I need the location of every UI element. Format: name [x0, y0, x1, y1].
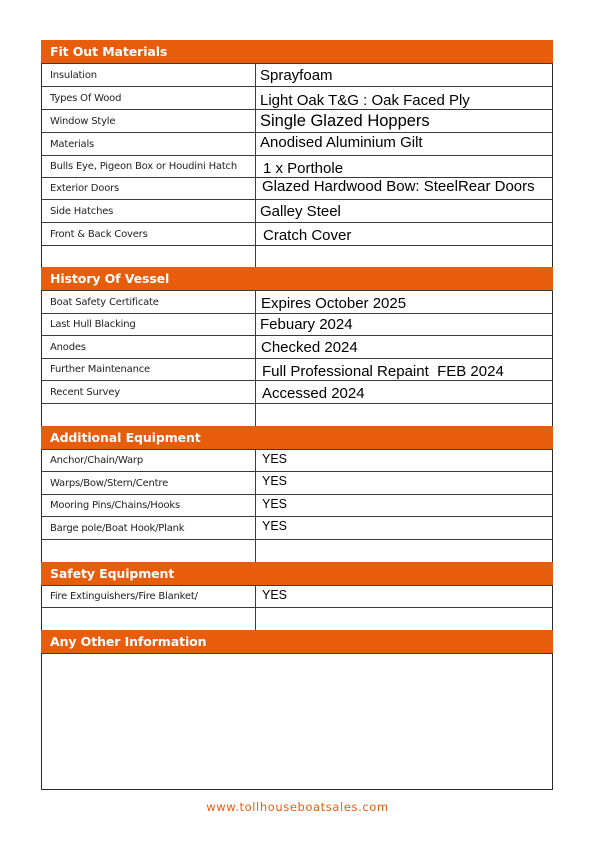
other-info-area — [41, 653, 553, 790]
table-row — [41, 585, 553, 607]
empty-row — [41, 245, 553, 267]
row-value: Checked 2024 — [261, 338, 358, 356]
row-label: Mooring Pins/Chains/Hooks — [50, 500, 181, 511]
column-divider — [255, 87, 256, 109]
row-value: Cratch Cover — [263, 227, 352, 244]
column-divider — [255, 200, 256, 222]
row-value: Full Professional Repaint FEB 2024 — [262, 362, 504, 380]
row-value: Anodised Aluminium Gilt — [260, 133, 423, 151]
row-label: Recent Survey — [50, 386, 120, 398]
table-row — [41, 132, 553, 155]
table-row — [41, 86, 553, 109]
table-row — [41, 222, 553, 245]
column-divider — [255, 450, 256, 471]
column-divider — [255, 156, 256, 177]
column-divider — [255, 64, 256, 86]
table-row — [41, 290, 553, 313]
empty-row — [41, 607, 553, 630]
table-row — [41, 177, 553, 199]
row-value: YES — [262, 588, 288, 602]
column-divider — [255, 314, 256, 335]
column-divider — [255, 495, 256, 516]
column-divider — [255, 291, 256, 313]
column-divider — [255, 540, 256, 562]
row-label: Types Of Wood — [50, 92, 122, 104]
column-divider — [255, 133, 256, 155]
table-row — [41, 335, 553, 358]
row-value: Sprayfoam — [260, 66, 333, 84]
column-divider — [255, 178, 256, 199]
row-value: 1 x Porthole — [263, 160, 344, 177]
row-label: Side Hatches — [50, 205, 114, 217]
table-row — [41, 494, 553, 516]
row-value: YES — [262, 452, 288, 466]
column-divider — [255, 110, 256, 132]
row-value: Galley Steel — [260, 202, 341, 220]
section-header-additional: Additional Equipment — [41, 426, 553, 449]
row-label: Fire Extinguishers/Fire Blanket/ — [50, 591, 198, 602]
table-row — [41, 155, 553, 177]
table-row — [41, 516, 553, 539]
row-value: Light Oak T&G : Oak Faced Ply — [260, 92, 470, 109]
column-divider — [255, 472, 256, 494]
table-row — [41, 63, 553, 86]
empty-row — [41, 403, 553, 426]
row-label: Barge pole/Boat Hook/Plank — [50, 522, 185, 534]
website-footer: www.tollhouseboatsales.com — [206, 800, 389, 814]
row-value: Accessed 2024 — [262, 384, 365, 402]
column-divider — [255, 608, 256, 630]
row-value: Single Glazed Hoppers — [260, 111, 430, 130]
column-divider — [255, 246, 256, 267]
section-header-safety: Safety Equipment — [41, 562, 553, 585]
row-value: YES — [262, 474, 288, 488]
row-value: YES — [262, 519, 288, 533]
table-row — [41, 358, 553, 380]
row-label: Insulation — [50, 69, 97, 81]
row-label: Boat Safety Certificate — [50, 296, 159, 308]
empty-row — [41, 539, 553, 562]
row-label: Warps/Bow/Stern/Centre — [50, 477, 169, 489]
column-divider — [255, 359, 256, 380]
row-value: Glazed Hardwood Bow: SteelRear Doors — [262, 178, 535, 195]
row-label: Further Maintenance — [50, 364, 150, 375]
column-divider — [255, 336, 256, 358]
table-row — [41, 471, 553, 494]
row-value: Expires October 2025 — [261, 295, 407, 312]
section-header-history: History Of Vessel — [41, 267, 553, 290]
row-label: Window Style — [50, 115, 116, 127]
column-divider — [255, 517, 256, 539]
column-divider — [255, 223, 256, 245]
row-label: Last Hull Blacking — [50, 319, 136, 330]
table-row — [41, 199, 553, 222]
row-value: Febuary 2024 — [260, 316, 353, 333]
row-label: Front & Back Covers — [50, 228, 148, 240]
section-header-other: Any Other Information — [41, 630, 553, 653]
table-row — [41, 449, 553, 471]
row-label: Anchor/Chain/Warp — [50, 455, 143, 466]
row-label: Exterior Doors — [50, 183, 120, 194]
row-label: Materials — [50, 138, 95, 150]
column-divider — [255, 381, 256, 403]
row-label: Anodes — [50, 341, 86, 353]
table-row — [41, 313, 553, 335]
section-header-fit-out: Fit Out Materials — [41, 40, 553, 63]
table-row — [41, 380, 553, 403]
row-label: Bulls Eye, Pigeon Box or Houdini Hatch — [50, 161, 237, 172]
column-divider — [255, 586, 256, 607]
column-divider — [255, 404, 256, 426]
table-row — [41, 109, 553, 132]
row-value: YES — [262, 497, 288, 511]
